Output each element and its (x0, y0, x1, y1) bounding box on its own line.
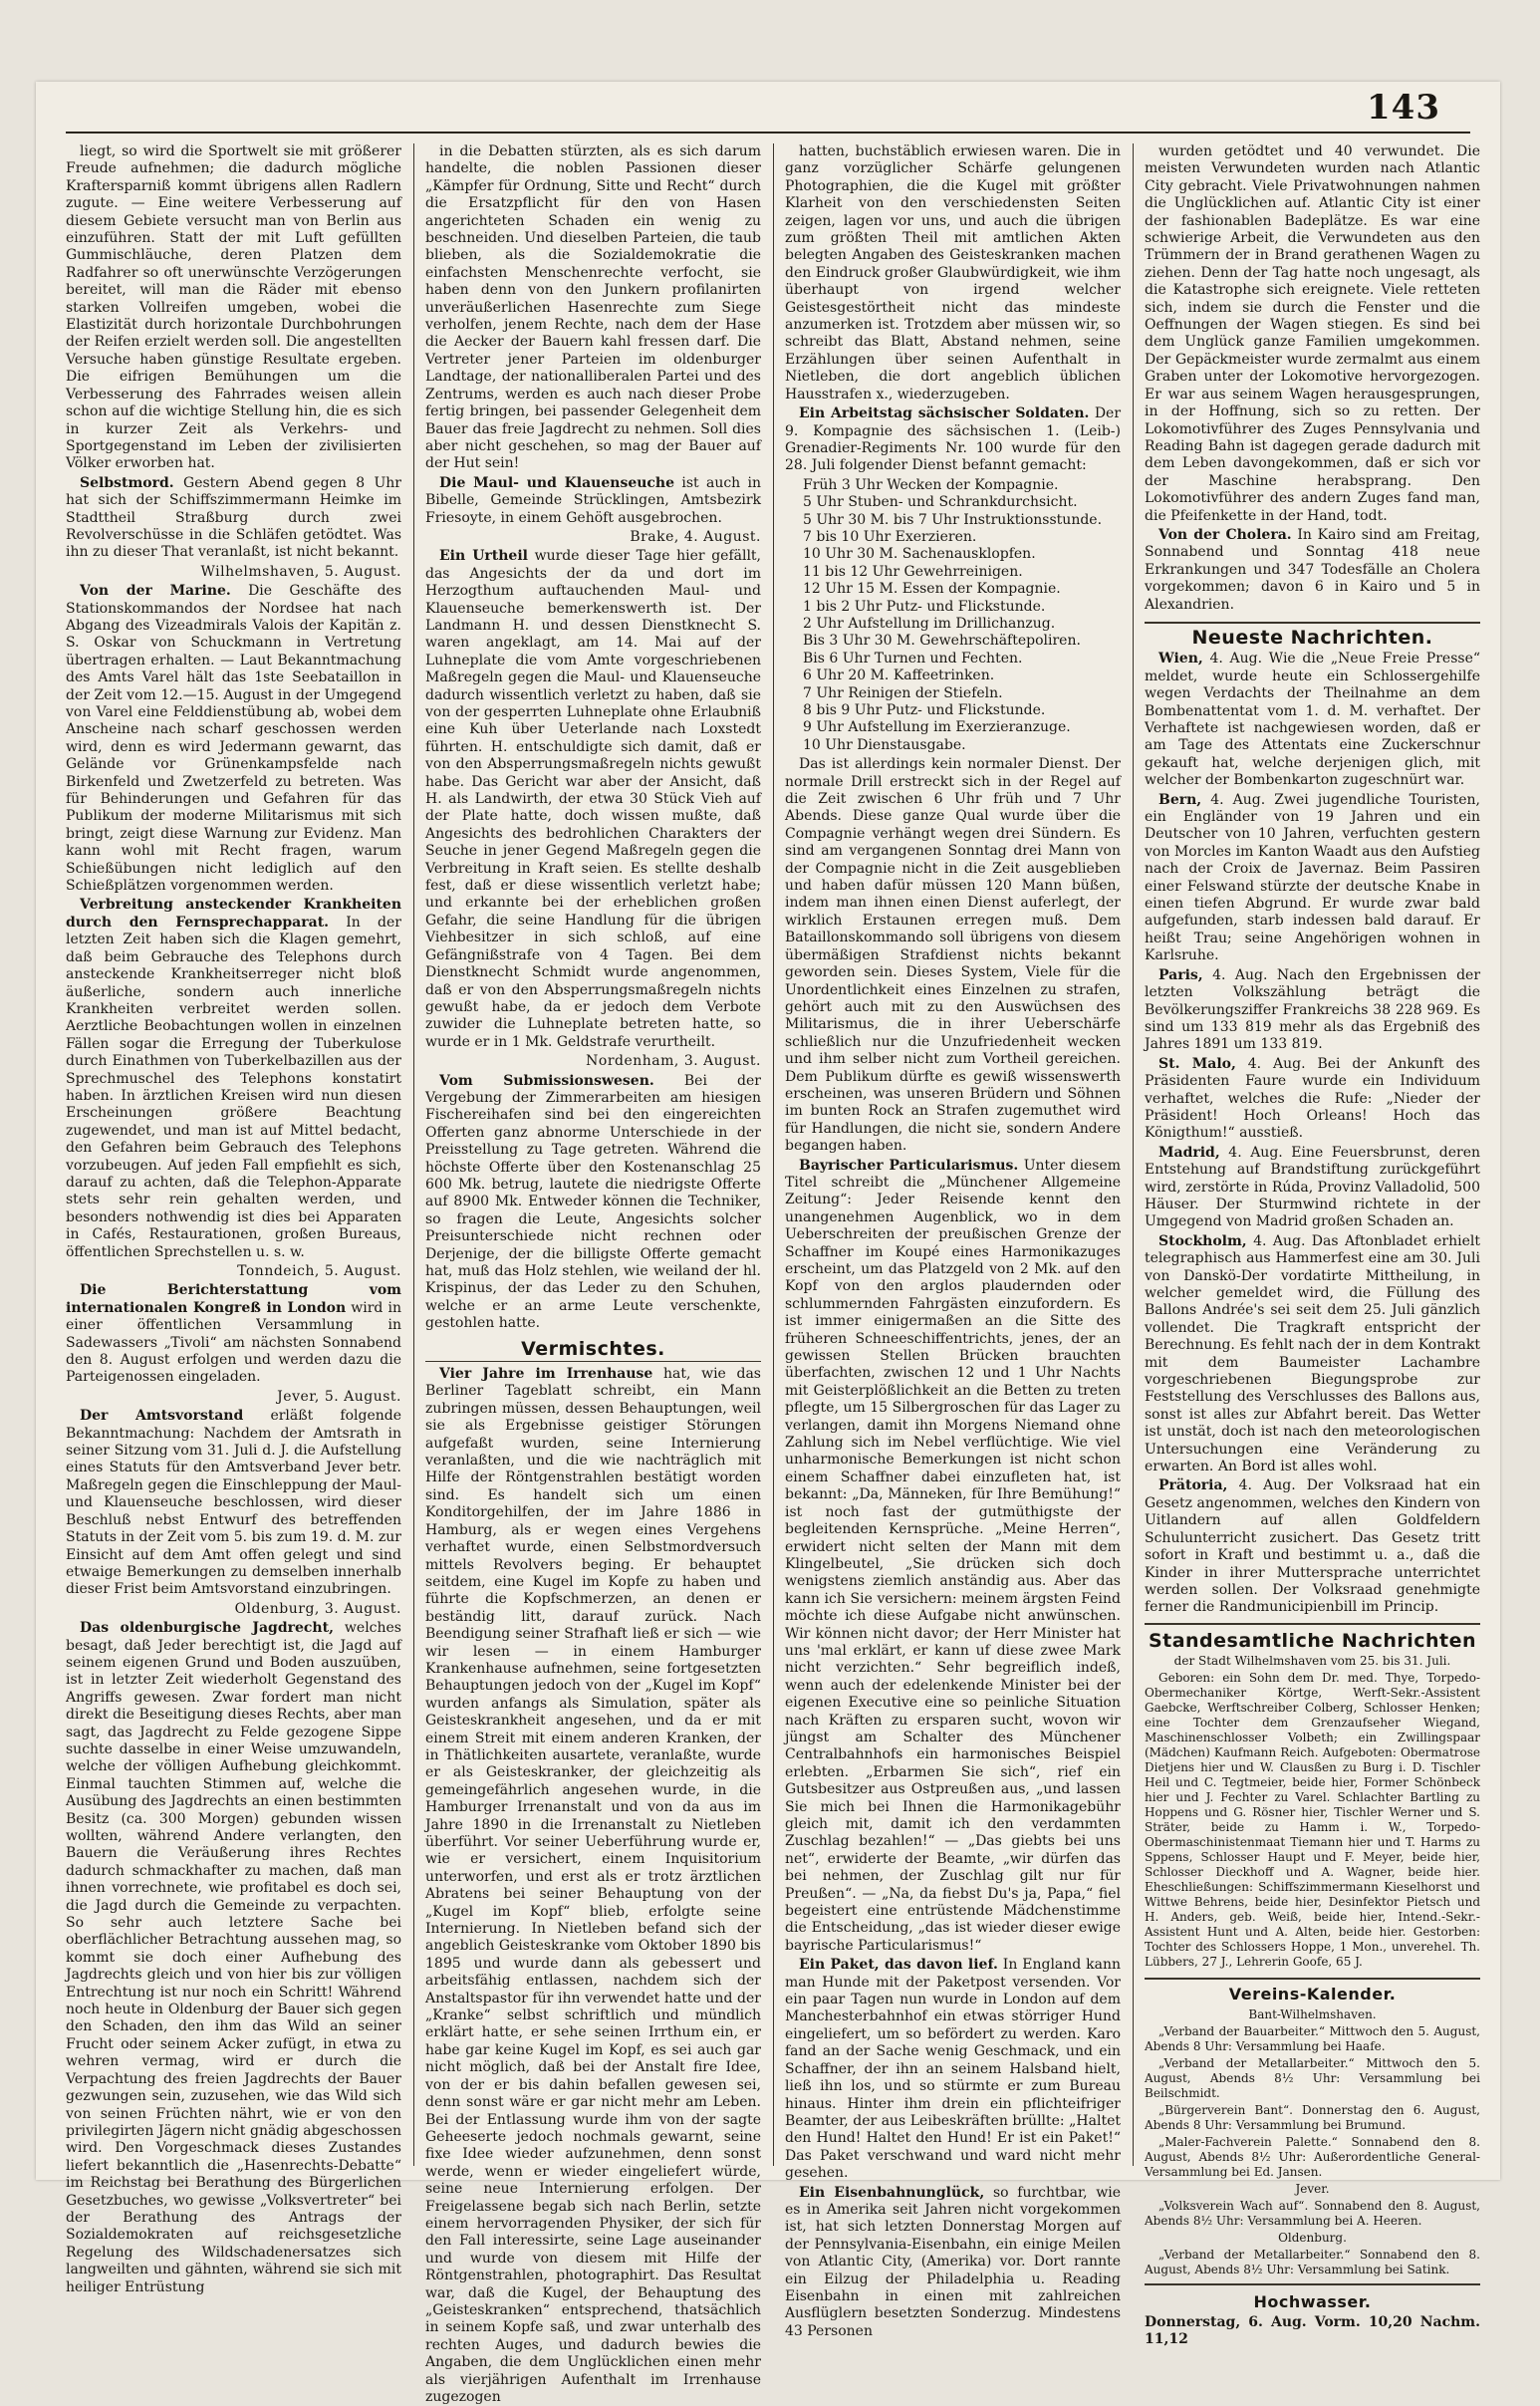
schedule-item: 9 Uhr Aufstellung im Exerzieranzuge. (803, 719, 1071, 736)
article-text: Bei der Vergebung der Zimmerarbeiten am hiesigen Fischereihafen sind bei den eingereichten Offerten ganz abnorme Unterschiede in der Preisstellung zu Tage getreten. Während die höchste Offerte über den Kostenanschlag 25 600 Mk. betrug, lautete die niedrigste Offerte auf 8900 Mk. Entweder können die Techniker, so fragen die Leute, Angesichts solcher Preisunterschiede nicht rechnen oder Derjenige, der die billigste Offerte gemacht hat, muß das Holz stehlen, wie weiland der hl. Krispinus, der das Leder zu den Schuhen, welche er an arme Leute verschenkte, gestohlen hatte. (425, 1072, 761, 1332)
section-heading-standesamt: Standesamtliche Nachrichten (1148, 1629, 1477, 1652)
schedule-item: 7 bis 10 Uhr Exerzieren. (803, 528, 977, 545)
article-amtsvorstand (66, 1408, 401, 1598)
news-place: Bern, (1158, 791, 1202, 808)
article-lead: Vom Submissionswesen. (439, 1072, 654, 1089)
article-jagdrecht (66, 1620, 401, 2296)
news-item (1145, 792, 1480, 965)
column-1 (66, 143, 402, 2295)
article-text: erläßt folgende Bekanntmachung: Nachdem der Amtsrath in seiner Sitzung vom 31. Juli d. J. die Aufstellung eines Statuts für den Amtsverband Jever betr. Maßregeln gegen die Einschleppung der Maul- und Klauenseuche beschlossen, wird dieser Beschluß nebst Entwurf des betreffenden Statuts in der Zeit vom 5. bis zum 19. d. M. zur Einsicht auf dem Amt offen gelegt und sind etwaige Bemerkungen zu demselben innerhalb dieser Frist beim Amtsvorstand einzubringen. (66, 1408, 401, 1598)
news-place: Madrid, (1158, 1144, 1220, 1161)
schedule-item: 5 Uhr 30 M. bis 7 Uhr Instruktionsstunde. (803, 511, 1103, 528)
dateline: Nordenham, 3. August. (586, 1053, 761, 1070)
article-text: In Kairo sind am Freitag, Sonnabend und Sonntag 418 neue Erkrankungen und 347 Todesfälle an Cholera vorgekommen; davon 6 in Kairo und 5 in Alexandrien. (1145, 526, 1480, 613)
article-lead: Von der Marine. (80, 583, 231, 600)
section-heading-neueste: Neueste Nachrichten. (1191, 626, 1433, 649)
article-text: Gestern Abend gegen 8 Uhr hat sich der Schiffszimmermann Heimke im Stadttheil Straßburg durch zwei Revolverschüsse in die Schläfen getödtet. Was ihn zu dieser That veranlaßt, ist nicht bekannt. (66, 474, 401, 561)
article-particularismus (785, 1158, 1121, 1956)
news-place: Stockholm, (1158, 1232, 1247, 1249)
verein-place: Jever. (1295, 2181, 1330, 2196)
top-rule (66, 132, 1470, 134)
article-lead: Die Maul- und Klauenseuche (439, 474, 675, 491)
schedule-item: 6 Uhr 20 M. Kaffeetrinken. (803, 668, 995, 684)
article-lead: Verbreitung ansteckender Krankheiten durch den Fernsprechapparat. (66, 897, 401, 931)
schedule-item: Früh 3 Uhr Wecken der Kompagnie. (803, 476, 1059, 493)
article-text: hat, wie das Berliner Tageblatt schreibt, ein Mann zubringen müssen, dessen Behauptungen, weil sie als Ergebnisse geistiger Störungen aufgefaßt wurden, seine Internierung veranlaßten, und die wie nachträglich mit Hilfe der Röntgenstrahlen bestätigt worden sind. Es handelt sich um einen Konditorgehilfen, der im Jahre 1886 in Hamburg, als er wegen eines Vergehens verhaftet wurde, einen Selbstmordversuch mittels Revolvers beging. Er behauptet seitdem, eine Kugel im Kopfe zu haben und führte die Kopfschmerzen, an denen er beständig litt, darauf zurück. Nach Beendigung seiner Strafhaft ließ er sich — wie wir lesen — in einem Hamburger Krankenhause aufnehmen, seine fortgesetzten Behauptungen jedoch von der „Kugel im Kopf“ wurden anfangs als Simulation, später als Geisteskrankheit angesehen, und da er mit einem Streit mit einem anderen Kranken, der in Thätlichkeiten ausartete, veranlaßte, wurde er als Geisteskranker, der gleichzeitig als gemeingefährlich angesehen wurde, in die Hamburger Irrenanstalt und von da aus im Jahre 1890 in die Irrenanstalt zu Nietleben überführt. Vor seiner Ueberführung wurde er, wie er versichert, einem Inquisitorium unterworfen, und erst als er trotz ärztlichen Abratens bei seiner Behauptung von der „Kugel im Kopf“ blieb, erfolgte seine Internierung. In Nietleben befand sich der angeblich Geisteskranke vom Oktober 1890 bis 1895 und wurde dann als gebessert und arbeitsfähig entlassen, nachdem sich der Anstaltspastor für ihn verwendet hatte und der „Kranke“ selbst schriftlich und mündlich erklärt hatte, er sehe seinen Irrthum ein, er habe gar keine Kugel im Kopf, es sei auch gar nicht möglich, daß bei der Anstalt fire Idee, von der er bis dahin befallen gewesen sei, denn sonst wäre er gar nicht mehr am Leben. Bei der Entlassung wurde ihm von der sagte Geheeserte jedoch nochmals gewarnt, seine fixe Idee wieder aufzunehmen, denn sonst werde, wenn er wieder eingeliefert würde, seine neue Internierung erfolgen. Der Freigelassene begab sich nach Berlin, setzte einem hervorragenden Physiker, der sich für den Fall interessirte, seine Lage auseinander und wurde von diesem mit Hilfe der Röntgenstrahlen, photographirt. Das Resultat war, daß die Kugel, der Behauptung des „Geisteskranken“ entsprechend, thatsächlich in seinem Kopfe saß, und zwar unterhalb des rechten Auges, und dadurch bewies die Angaben, die dem Unglücklichen einen mehr als vierjährigen Aufenthalt im Irrenhause zugezogen (425, 1366, 761, 2405)
article-bericht (66, 1282, 401, 1386)
article-text: Der 9. Kompagnie des sächsischen 1. (Leib-) Grenadier-Regiments Nr. 100 wurde für den 28. Juli folgender Dienst befannt gemacht: (785, 405, 1122, 474)
verein-item: „Verband der Bauarbeiter.“ Mittwoch den 5. August, Abends 8 Uhr: Versammlung bei Haafe. (1145, 2023, 1480, 2053)
article-lead: Von der Cholera. (1158, 526, 1292, 543)
news-item (1145, 967, 1480, 1054)
schedule-item: 2 Uhr Aufstellung im Drillichanzug. (803, 615, 1056, 632)
article-eisenbahnunglueck (785, 2185, 1121, 2341)
news-place: Paris, (1158, 966, 1203, 983)
schedule-item: 8 bis 9 Uhr Putz- und Flickstunde. (803, 702, 1046, 718)
news-text: 4. Aug. Nach den Ergebnissen der letzten Volkszählung beträgt die Bevölkerungsziffer Frankreichs 38 228 969. Es sind um 133 819 mehr als das Ergebniß des Jahres 1891 um 133 819. (1145, 966, 1481, 1053)
news-place: Prätoria, (1158, 1477, 1228, 1494)
article-marine (66, 583, 401, 895)
schedule-item: 1 bis 2 Uhr Putz- und Flickstunde. (803, 598, 1046, 615)
news-item (1145, 1477, 1480, 1616)
schedule-item: 10 Uhr Dienstausgabe. (803, 736, 966, 753)
article-text: liegt, so wird die Sportwelt sie mit größerer Freude aufnehmen; die dadurch mögliche Kraftersparniß kommt übrigens allen Radlern zugute. — Eine weitere Verbesserung auf diesem Gebiete versucht man von Berlin aus einzuführen. Statt der mit Luft gefüllten Gummischläuche, deren Platzen dem Radfahrer so oft unerwünschte Verzögerungen bereitet, will man die Räder mit ebenso starken Vollreifen umgeben, wobei die Elastizität durch horizontale Durchbohrungen der Reifen erzielt werden soll. Die angestellten Versuche haben günstige Resultate ergeben. Die eifrigen Bemühungen um die Verbesserung des Fahrrades weisen allein schon auf die wichtige Stellung hin, die es sich in kurzer Zeit als Verkehrs- und Sportgegenstand im Leben der zivilisierten Völker erworben hat. (66, 143, 401, 472)
article-lead: Der Amtsvorstand (80, 1408, 244, 1425)
article-text: welches besagt, daß Jeder berechtigt ist, die Jagd auf seinem eigenen Grund und Boden auszuüben, ist in letzter Zeit wiederholt Gegenstand des Angriffs gewesen. Zwar fordert man nicht direkt die Beseitigung dieses Rechts, aber man sagt, das Jagdrecht zu Felde gezogene Sippe suchte dasselbe in einer Weise umzuwandeln, welche der völligen Aufhebung gleichkommt. Einmal tauchten Stimmen auf, welche die Ausübung des Jagdrechts an einen bestimmten Besitz (ca. 300 Morgen) gebunden wissen wollten, während Andere verlangten, den Bauern die Veräußerung ihres Rechtes dadurch schmackhafter zu machen, daß man ihnen vorrechnete, wie profitabel es doch sei, die Jagd durch die Gemeinde zu verpachten. So sehr auch letztere Sache bei oberflächlicher Betrachtung aussehen mag, so kommt sie doch einer Aufhebung des Jagdrechts gleich und von hier bis zur völligen Entrechtung ist nur noch ein Schritt! Während noch heute in Oldenburg der Bauer sich gegen den Schaden, den ihm das Wild an seiner Frucht oder seinem Acker zufügt, in etwa zu wehren vermag, wird er durch die Verpachtung des freien Jagdrechts der Bauer gezwungen sein, zuzusehen, wie das Wild sich von seinen Früchten nährt, wie er von den privilegirten Jägern nicht gnädig abgeschossen wird. Den Vorgeschmack dieses Zustandes liefert bekanntlich die „Hasenrechts-Debatte“ im Reichstag bei Berathung des Bürgerlichen Gesetzbuches, wo gewisse „Volksvertreter“ bei der Berathung des Antrags der Sozialdemokraten auf reichsgesetzliche Regelung des Wildschadenersatzes sich langweilten und gähnten, während sie sich mit heiliger Entrüstung (66, 1620, 401, 2295)
schedule-item: 11 bis 12 Uhr Gewehrreinigen. (803, 563, 1023, 580)
column-divider (413, 143, 414, 2166)
section-heading-vereinskalender: Vereins-Kalender. (1228, 1985, 1397, 2005)
dateline: Jever, 5. August. (277, 1388, 401, 1405)
dateline: Brake, 4. August. (630, 528, 761, 545)
news-text: 4. Aug. Bei der Ankunft des Präsidenten Faure wurde ein Individuum verhaftet, welches die Rufe: „Nieder der Präsident! Hoch Orleans! Hoch das Königthum!“ ausstieß. (1145, 1055, 1480, 1142)
news-place: Wien, (1158, 651, 1203, 668)
schedule-item: Bis 3 Uhr 30 M. Gewehrschäftepoliren. (803, 633, 1081, 650)
article-lead: Selbstmord. (80, 474, 174, 491)
latest-news-section (1145, 622, 1480, 1625)
standesamt-text: Geboren: ein Sohn dem Dr. med. Thye, Torpedo-Obermechaniker Körtge, Werft-Sekr.-Assistent Gaebcke, Werftschreiber Colberg, Schlosser Henken; eine Tochter dem Grenzaufseher Wiegand, Maschinenschlosser Volbeth; ein Zwillingspaar (Mädchen) Kaufmann Reich. Aufgeboten: Obermatrose Dietjens hier und W. Clausßen zu Burg i. D. Tischler Heil und C. Tegtmeier, beide hier, Former Schönbeck hier und J. Fechter zu Varel. Schlachter Bartling zu Hoppens und G. Rösner hier, Tischler Werner und S. Sträter, beide zu Hamm i. W., Torpedo-Obermaschinistenmaat Tiemann hier und T. Harms zu Sppens, Schlosser Haupt und F. Meyer, beide hier, Schlosser Dieckhoff und A. Wagner, beide hier. Eheschließungen: Schiffszimmermann Kieselhorst und Wittwe Behrens, beide hier, Desinfektor Pietsch und H. Anders, geb. Weiß, beide hier, Intend.-Sekr.-Assistent Hunt und A. Alten, beide hier. Gestorben: Tochter des Schlossers Hoppe, 1 Mon., unverehel. Th. Lübbers, 27 J., Lehrerin Goofe, 65 J. (1145, 1671, 1480, 1970)
news-item (1145, 1145, 1480, 1231)
article-text: wurden getödtet und 40 verwundet. Die meisten Verwundeten wurden nach Atlantic City gebracht. Viele Privatwohnungen nahmen die Unglücklichen auf. Atlantic City ist einer der fashionablen Badeplätze. Es war eine schwierige Arbeit, die Verwundeten aus den Trümmern der in Brand gerathenen Wagen zu ziehen. Denn der Tag hatte noch ungesagt, als die Katastrophe sich ereignete. Viele retteten sich, indem sie durch die Fenster und die Oeffnungen der Wagen stiegen. Es sind bei dem Unglück ganze Familien umgekommen. Der Gepäckmeister wurde zermalmt aus einem Graben unter der Lokomotive hervorgezogen. Er war aus seinem Wagen herausgesprungen, in der Hoffnung, sich so zu retten. Der Lokomotivführer des Zuges Pennsylvania und Reading Bahn ist dagegen gerade dadurch mit dem Leben davongekommen, daß er sich vor der Maschine herabsprang. Den Lokomotivführer des andern Zuges fand man, die Pfeifenkette in der Hand, todt. (1145, 143, 1480, 524)
news-item (1145, 1233, 1480, 1476)
article-submission (425, 1073, 761, 1333)
article-lead: Ein Urtheil (439, 548, 528, 565)
dateline: Oldenburg, 3. August. (234, 1600, 401, 1617)
verein-item: „Volksverein Wach auf“. Sonnabend den 8. August, Abends 8½ Uhr: Versammlung bei A. Heeren. (1145, 2198, 1480, 2228)
hochwasser-times: Donnerstag, 6. Aug. Vorm. 10,20 Nachm. 11,12 (1145, 2313, 1480, 2348)
verein-item: „Verband der Metallarbeiter.“ Sonnabend den 8. August, Abends 8½ Uhr: Versammlung bei Satink. (1145, 2247, 1480, 2276)
article-lead: Bayrischer Particularismus. (799, 1157, 1019, 1174)
article-lead: Das oldenburgische Jagdrecht, (80, 1620, 334, 1637)
column-divider (773, 143, 774, 2166)
article-text: Die Geschäfte des Stationskommandos der Nordsee hat nach Abgang des Vizeadmirals Valois der Kapitän z. S. Oskar von Schuckmann in Vertretung übertragen erhalten. — Laut Bekanntmachung des Amts Varel hält das 1ste Seebataillon in der Zeit vom 12.—15. August in der Umgegend von Varel eine Felddienstübung ab, wobei dem Anscheine nach scharf geschossen werden wird, denn es wird Jedermann gewarnt, das Gelände vor Grünenkampsfelde nach Birkenfeld und Zwetzerfeld zu betreten. Was für Behinderungen und Gefahren für das Publikum der moderne Militarismus mit sich bringt, zeigt diese Warnung zur Evidenz. Man kann wohl mit Recht fragen, warum Schießübungen nicht lediglich auf den Schießplätzen vorgenommen werden. (66, 583, 401, 895)
dateline: Wilhelmshaven, 5. August. (200, 563, 401, 580)
verein-item: „Maler-Fachverein Palette.“ Sonnabend den 8. August, Abends 8½ Uhr: Außerordentliche General-Versammlung bei Ed. Jansen. (1145, 2134, 1480, 2179)
article-cholera (1145, 527, 1480, 614)
article-maulseuche (425, 475, 761, 527)
article-text: In England kann man Hunde mit der Paketpost versenden. Vor ein paar Tagen nun wurde in London auf dem Manchesterbahnhof ein etwas störriger Hund eingeliefert, um so befördert zu werden. Karo fand an der Sache wenig Geschmack, und ein Schaffner, der ihn an seinem Halsband hielt, ließ ihn los, und so stürmte er zum Bureau hinaus. Hinter ihm drein ein pflichteifriger Beamter, der aus Leibeskräften brüllte: „Haltet den Hund! Haltet den Hund! Er ist ein Paket!“ Das Paket verschwand und ward nicht mehr gesehen. (785, 1957, 1122, 2182)
page-number: 143 (1367, 88, 1440, 128)
news-item (1145, 651, 1480, 789)
article-lead: Ein Paket, das davon lief. (799, 1957, 998, 1974)
duty-schedule (803, 477, 1121, 755)
verein-place: Bant-Wilhelmshaven. (1248, 2006, 1377, 2021)
column-divider (1133, 143, 1134, 2166)
verein-item: „Verband der Metallarbeiter.“ Mittwoch den 5. August, Abends 8½ Uhr: Versammlung bei Beilschmidt. (1145, 2055, 1480, 2100)
newspaper-page (36, 82, 1500, 2405)
article-text: hatten, buchstäblich erwiesen waren. Die in ganz vorzüglicher Schärfe gelungenen Photographien, die die Kugel mit größter Klarheit von den verschiedensten Seiten zeigen, lagen vor uns, und auch die übrigen zum größten Theil mit amtlichen Akten belegten Angaben des Geisteskranken machen den Eindruck großer Glaubwürdigkeit, wie ihm überhaupt von irgend welcher Geistesgestörtheit nicht das mindeste anzumerken ist. Trotzdem aber müssen wir, so schreibt das Blatt, Abstand nehmen, seine Erzählungen über seinen Aufenthalt in Nietleben, die dort angeblich üblichen Hausstrafen x., wiederzugeben. (785, 143, 1121, 402)
article-text: so furchtbar, wie es in Amerika seit Jahren nicht vorgekommen ist, hat sich letzten Donnerstag Morgen auf der Pennsylvania-Eisenbahn, ein einige Meilen von Atlantic City, (Amerika) vor. Dort rannte ein Eilzug der Philadelphia u. Reading Eisenbahn in einen mit zahlreichen Ausflüglern besetzten Sonderzug. Mindestens 43 Personen (785, 2184, 1121, 2339)
news-text: 4. Aug. Wie die „Neue Freie Presse“ meldet, wurde heute ein Schlossergehilfe wegen Verdachts der Theilnahme an dem Bombenattentat vom 1. d. M. verhaftet. Der Verhaftete ist nachgewiesen worden, daß er am Tage des Attentats eine Zuckerschnur gekauft hat, welche derjenigen glich, mit welcher der Bombenkarton zugeschnürt war. (1145, 651, 1481, 789)
section-heading-hochwasser: Hochwasser. (1253, 2291, 1372, 2311)
verein-place: Oldenburg. (1278, 2230, 1347, 2245)
news-place: St. Malo, (1158, 1055, 1236, 1072)
vereins-kalender-section (1145, 1978, 1480, 2284)
article-arbeitstag (785, 405, 1121, 475)
article-text: ist auch in Bibelle, Gemeinde Strücklingen, Amtsbezirk Friesoyte, in einem Gehöft ausgebrochen. (425, 474, 762, 526)
article-text: Unter diesem Titel schreibt die „Münchener Allgemeine Zeitung“: Jeder Reisende kennt den unangenehmen Augenblick, wo in dem Ueberschreiten der preußischen Grenze der Schaffner im Koupé eines Harmonikazuges erscheint, um das Platzgeld von 2 Mk. auf den Kopf von den arglos plaudernden oder schlummernden Fahrgästen einzufordern. Es ist immer einigermaßen an die Sitte des früheren Schneeschiffentrichts, jenes, der an gewissen Stellen Brücken brauchten überfachten, zwischen 12 und 1 Uhr Nachts mit Geisterplößlichkeit an die Betten zu treten pflegte, um 15 Silbergroschen für das Lager zu verlangen, damit ihn Morgens Niemand ohne Zahlung sich im Nebel verflüchtige. Wie viel unharmonische Bemerkungen ist nicht schon einem Schaffner dabei einzufleten hat, ist bekannt: „Da, Männeken, für Ihre Bemühung!“ ist noch fast der gutmüthigste der begleitenden Kernsprüche. „Meine Herren“, erwidert nicht selten der Mann mit dem Klingelbeutel, „Sie drücken sich doch wenigstens ziemlich anständig aus. Aber das kann ich Sie versichern: meinem ärgsten Feind möchte ich diese Aufgabe nicht anwünschen. Wir können nicht davor; der Herr Minister hat uns 'mal erklärt, er kann uf diese zwee Mark nicht verzichten.“ Sehr begreiflich indeß, wenn auch der edelenkende Minister bei der eigenen Executive eine so peinliche Situation nach Kräften zu ersparen sucht, wovon wir jüngst am Schalter des Münchener Centralbahnhofs ein harmonisches Beispiel erlebten. „Erbarmen Sie sich“, rief ein Gutsbesitzer aus Ostpreußen aus, „und lassen Sie mich bei Ihnen die Harmonikagebühr gleich mit, damit ich den verdammten Zuschlag bezahlen!“ — „Das giebts bei uns net“, erwiderte der Beamte, „wir dürfen das bei nehmen, der Zuschlag gilt nur für Preußen“. — „Na, da fiebst Du's ja, Papa,“ fiel begeistert eine entrüstende Mädchenstimme die Entscheidung, „das ist wieder dieser ewige bayrische Particularismus!“ (785, 1157, 1122, 1954)
article-irrenhaus (425, 1366, 761, 2406)
schedule-item: 10 Uhr 30 M. Sachenausklopfen. (803, 546, 1036, 563)
dateline: Tonndeich, 5. August. (237, 1263, 401, 1279)
article-lead: Ein Arbeitstag sächsischer Soldaten. (799, 405, 1090, 422)
verein-item: „Bürgerverein Bant“. Donnerstag den 6. August, Abends 8 Uhr: Versammlung bei Brumund. (1145, 2102, 1480, 2132)
article-paket (785, 1957, 1121, 2182)
schedule-item: 5 Uhr Stuben- und Schrankdurchsicht. (803, 494, 1078, 511)
news-item (1145, 1056, 1480, 1143)
schedule-item: 7 Uhr Reinigen der Stiefeln. (803, 684, 1003, 701)
article-selbstmord (66, 475, 401, 562)
article-text: wurde dieser Tage hier gefällt, das Angesichts der da und dort im Herzogthum auftauchenden Maul- und Klauenseuche bemerkenswerth ist. Der Landmann H. und dessen Dienstknecht S. waren angeklagt, am 14. Mai auf der Luhneplate die vom Amte vorgeschriebenen Maßregeln gegen die Maul- und Klauenseuche dadurch wissentlich verletzt zu haben, daß sie von der gesperrten Luhneplate ohne Erlaubniß eine Kuh über Ueterlande nach Loxstedt führten. H. entschuldigte sich damit, daß er von den Absperrungsmaßregeln nichts gewußt habe. Das Gericht war aber der Ansicht, daß H. als Landwirth, der etwa 30 Stück Vieh auf der Plate hatte, doch wissen mußte, daß Angesichts des bedrohlichen Charakters der Seuche in jener Gegend Maßregeln gegen die Verbreitung in Kraft seien. Es stellte deshalb fest, daß er diese wissentlich verletzt habe; und erkannte bei der erheblichen großen Gefahr, die seine Handlung für die übrigen Viehbesitzer in sich schloß, auf eine Gefängnißstrafe von 4 Tagen. Bei dem Dienstknecht Schmidt wurde angenommen, daß er von den Absperrungsmaßregeln nichts gewußt habe, da er jedoch dem Verbote zuwider die Luhneplate betreten hatte, so wurde er in 1 Mk. Geldstrafe verurtheilt. (425, 548, 762, 1050)
news-text: 4. Aug. Der Volksraad hat ein Gesetz angenommen, welches den Kindern von Uitlandern auf allen Goldfeldern Schulunterricht zusichert. Das Gesetz tritt sofort in Kraft und bestimmt u. a., daß die Kinder in ihrer Muttersprache unterrichtet werden sollen. Der Volksraad genehmigte ferner die Randmunicipienbill im Princip. (1145, 1477, 1481, 1616)
column-2 (425, 143, 762, 2405)
section-heading-vermischtes: Vermischtes. (425, 1341, 761, 1362)
news-text: 4. Aug. Das Aftonbladet erhielt telegraphisch aus Hammerfest eine am 30. Juli von Danskö-Der vordatirte Mittheilung, in welcher gemeldet wird, die Füllung des Ballons Andrée's sei seit dem 25. Juli gänzlich vollendet. Die Tragkraft entspricht der Berechnung. Es fehlt nach der in dem Kontrakt mit dem Baumeister Lachambre vorgeschriebenen Biegungsprobe zur Feststellung des Verschlusses des Ballons aus, sonst ist alles zur Abfahrt bereit. Das Wetter ist unstät, doch ist nach den meteorologischen Untersuchungen eine Veränderung zu erwarten. An Bord ist alles wohl. (1145, 1232, 1481, 1475)
article-lead: Die Berichterstattung vom internationalen Kongreß in London (66, 1282, 401, 1316)
article-verbreitung (66, 897, 401, 1261)
news-text: 4. Aug. Zwei jugendliche Touristen, ein Engländer von 19 Jahren und ein Deutscher von 10 Jahren, verfuchten gestern von Morcles im Kanton Waadt aus den Aufstieg nach der Croix de Javernaz. Beim Passiren einer Felswand stürzte der deutsche Knabe in einen tiefen Abgrund. Er wurde zwar bald aufgefunden, starb indessen bald darauf. Er heißt Trau; seine Angehörigen wohnen in Karlsruhe. (1145, 791, 1481, 964)
article-text: Das ist allerdings kein normaler Dienst. Der normale Drill erstreckt sich in der Regel auf die Zeit zwischen 6 Uhr früh und 7 Uhr Abends. Diese ganze Qual wurde über die Compagnie verhängt wegen drei Sündern. Es sind am vergangenen Sonntag drei Mann von der Compagnie nicht in die Zeit ausgeblieben und haben dafür müssen 120 Mann büßen, indem man ihnen einen Dienst auferlegt, der wirklich Erstaunen erregen muß. Dem Bataillonskommando soll übrigens von diesem übermäßigen Strafdienst nichts bekannt geworden sein. Dieses System, Viele für die Unordentlichkeit eines Einzelnen zu strafen, gehört auch mit zu den Auswüchsen des Militarismus, die in ihrer Ueberschärfe schließlich nur die Unzufriedenheit wecken und ihm selber nicht zum Vortheil gereichen. Dem Publikum dürfte es gewiß wissenswerth erscheinen, was unseren Brüdern und Söhnen im bunten Rock an Strafen zugemuthet wird für Handlungen, die nicht sie, sondern Andere begangen haben. (785, 756, 1121, 1155)
article-urtheil (425, 548, 761, 1051)
article-lead: Vier Jahre im Irrenhause (439, 1366, 653, 1383)
schedule-item: Bis 6 Uhr Turnen und Fechten. (803, 650, 1023, 667)
column-3 (785, 143, 1122, 2339)
news-text: 4. Aug. Eine Feuersbrunst, deren Entstehung auf Brandstiftung zurückgeführt wird, zerstörte in Rúda, Provinz Valladolid, 500 Häuser. Der Sturmwind richtete in der Umgegend von Madrid großen Schaden an. (1145, 1144, 1480, 1230)
schedule-item: 12 Uhr 15 M. Essen der Kompagnie. (803, 581, 1061, 598)
column-4 (1145, 143, 1481, 2348)
standesamt-subtitle: der Stadt Wilhelmshaven vom 25. bis 31. Juli. (1173, 1654, 1451, 1669)
article-lead: Ein Eisenbahnunglück, (799, 2184, 985, 2201)
article-text: In der letzten Zeit haben sich die Klagen gemehrt, daß beim Gebrauche des Telephons durch ansteckende Krankheitserreger nicht bloß äußerliche, sondern auch innerliche Krankheiten verbreitet werden sollen. Aerztliche Beobachtungen wollen in einzelnen Fällen sogar die Erregung der Tuberkulose durch Einathmen von Tuberkelbazillen aus der Sprechmuschel des Telephons konstatirt haben. In ärztlichen Kreisen wird nun diesen Erscheinungen größere Beachtung zugewendet, und man ist auf Mittel bedacht, den Gefahren beim Gebrauch des Telephons vorzubeugen. Auf jeden Fall empfiehlt es sich, darauf zu achten, daß die Telephon-Apparate stets sehr rein gehalten werden, und besonders nothwendig ist dies bei Apparaten in Cafés, Restaurationen, großen Bureaus, öffentlichen Sprechstellen u. s. w. (66, 914, 401, 1260)
article-text: in die Debatten stürzten, als es sich darum handelte, die noblen Passionen dieser „Kämpfer für Ordnung, Sitte und Recht“ durch die Ersatzpflicht für den von Hasen angerichteten Schaden ein wenig zu beschneiden. Und dieselben Parteien, die taub blieben, als die Sozialdemokratie die einfachsten Menschenrechte verfocht, sie haben denn von den Junkern profilanirten unveräußerlichen Hasenrechte zum Siege verholfen, jenem Rechte, nach dem der Hase die Aecker der Bauern kahl fressen darf. Die Vertreter jener Parteien im oldenburger Landtage, der nationalliberalen Partei und des Zentrums, werden es auch nach dieser Probe fertig bringen, bei passender Gelegenheit dem Bauer das freie Jagdrecht zu nehmen. Soll dies aber nicht geschehen, so mag der Bauer auf der Hut sein! (425, 143, 761, 472)
article-text: wird in einer öffentlichen Versammlung in Sadewassers „Tivoli“ am nächsten Sonnabend den 8. August erfolgen und werden dazu die Parteigenossen eingeladen. (66, 1299, 402, 1386)
